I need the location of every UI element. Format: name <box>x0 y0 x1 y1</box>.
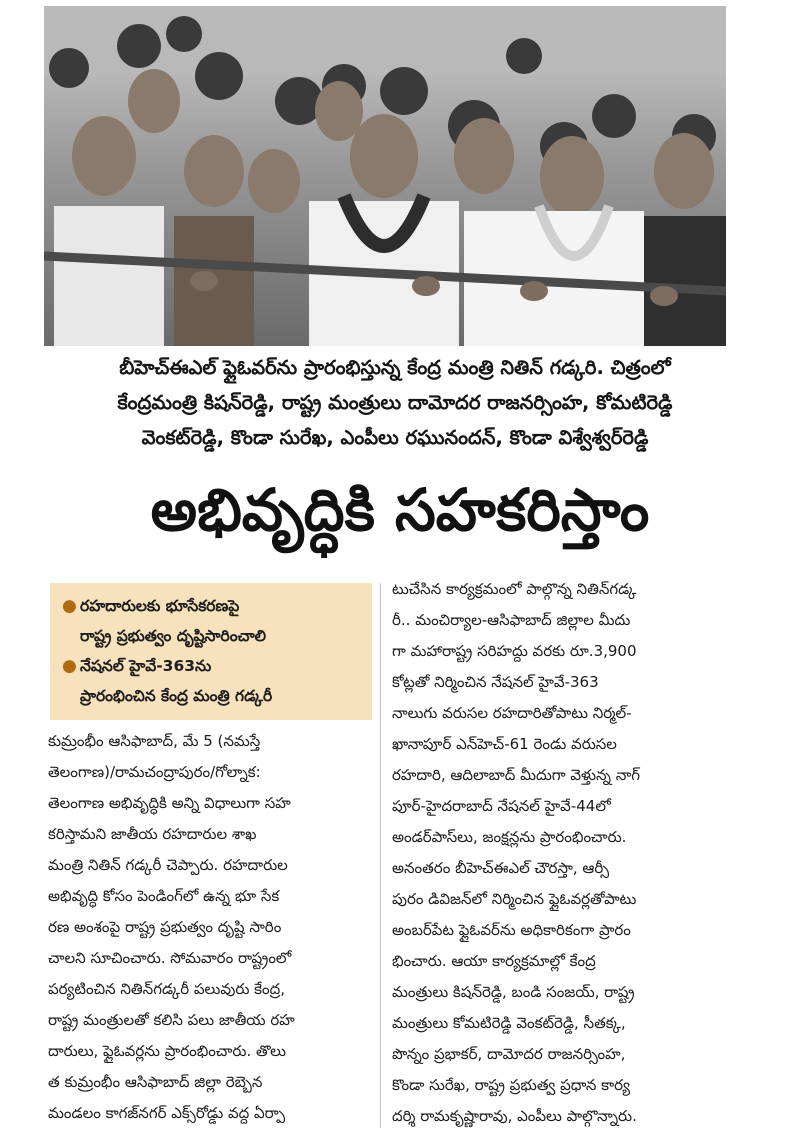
article-line: కుమ్రంభీం ఆసిఫాబాద్, మే 5 (నమస్తే <box>48 732 261 750</box>
bullet-icon: ● <box>62 596 77 616</box>
highlight-item <box>62 591 362 651</box>
article-line: టుచేసిన కార్యక్రమంలో పాల్గొన్న నితిన్‌గడ్క <box>392 580 637 598</box>
highlight-line: రాష్ట్ర ప్రభుత్వం దృష్టిసారించాలి <box>80 627 267 645</box>
article-line: తెలంగాణ అభివృద్ధికి అన్ని విధాలుగా సహ <box>48 794 291 812</box>
article-line: రాష్ట్ర మంత్రులతో కలిసి పలు జాతీయ రహ <box>48 1011 295 1029</box>
article-line: రీ.. మంచిర్యాల-ఆసిఫాబాద్ జిల్లాల మీదు <box>392 611 631 629</box>
highlight-line: నేషనల్ హైవే-363ను <box>80 657 212 675</box>
highlight-line: ప్రారంభించిన కేంద్ర మంత్రి గడ్కరీ <box>80 687 273 705</box>
article-line: అంబర్‌పేట ఫ్లైఓవర్‌ను అధికారికంగా ప్రారం <box>392 921 631 939</box>
article-line: నాలుగు వరుసల రహదారితోపాటు నిర్మల్- <box>392 704 632 722</box>
article-line: పర్యటించిన నితిన్‌గడ్కరీ పలువురు కేంద్ర, <box>48 980 285 998</box>
article-line: తెలంగాణ)/రామచంద్రాపురం/గోల్నాక: <box>48 763 261 781</box>
ribbon-cutting-photo-icon <box>44 6 726 346</box>
article-line: రణ అంశంపై రాష్ట్ర ప్రభుత్వం దృష్టి సారిం <box>48 918 282 936</box>
article-line: పొన్నం ప్రభాకర్, దామోదర రాజనర్సింహ, <box>392 1045 626 1063</box>
caption-line: కేంద్రమంత్రి కిషన్‌రెడ్డి, రాష్ట్ర మంత్రులు దామోదర రాజనర్సింహ, కోమటిరెడ్డి <box>117 391 673 414</box>
article-line: కొండా సురేఖ, రాష్ట్ర ప్రభుత్వ ప్రధాన కార్య <box>392 1076 630 1094</box>
highlight-item <box>62 651 362 711</box>
article-line: మండలం కాగజ్‌నగర్ ఎక్స్‌రోడ్డు వద్ద ఏర్పా <box>48 1104 286 1122</box>
caption-line: బీహెచ్‌ఈఎల్ ఫ్లైఓవర్‌ను ప్రారంభిస్తున్న కేంద్ర మంత్రి నితిన్ గడ్కరి. చిత్రంలో <box>119 356 671 379</box>
article-column-left <box>48 726 383 1129</box>
news-photo <box>44 6 726 346</box>
bullet-icon: ● <box>62 656 77 676</box>
highlight-line: రహదారులకు భూసేకరణపై <box>80 597 240 615</box>
article-line: మంత్రి నితిన్ గడ్కరీ చెప్పారు. రహదారుల <box>48 856 288 874</box>
highlights-box <box>50 583 372 720</box>
article-line: పూర్-హైదరాబాద్ నేషనల్ హైవే-44లో <box>392 797 611 815</box>
article-line: ఖానాపూర్ ఎన్‌హెచ్-61 రెండు వరుసల <box>392 735 617 753</box>
article-line: అండర్‌పాస్‌లు, జంక్షన్లను ప్రారంభించారు. <box>392 828 627 846</box>
article-line: త కుమ్రంభీం ఆసిఫాబాద్ జిల్లా రెబ్బెన <box>48 1073 263 1091</box>
article-line: కోట్లతో నిర్మించిన నేషనల్ హైవే-363 <box>392 673 599 691</box>
article-line: దర్శి రామకృష్ణారావు, ఎంపీలు పాల్గొన్నారు. <box>392 1107 637 1125</box>
article-line: దారులు, ఫ్లైఓవర్లను ప్రారంభించారు. తొలు <box>48 1042 286 1060</box>
photo-caption <box>60 350 730 455</box>
article-line: గా మహారాష్ట్ర సరిహద్దు వరకు రూ.3,900 <box>392 642 637 660</box>
article-line: అభివృద్ధి కోసం పెండింగ్‌లో ఉన్న భూ సేక <box>48 887 280 905</box>
article-column-right <box>392 574 730 1132</box>
article-line: మంత్రులు కోమటిరెడ్డి వెంకట్‌రెడ్డి, సీతక్క, <box>392 1014 626 1032</box>
article-line: పురం డివిజన్‌లో నిర్మించిన ఫ్లైఓవర్లతోపాటు <box>392 890 637 908</box>
caption-line: వెంకట్‌రెడ్డి, కొండా సురేఖ, ఎంపీలు రఘునందన్, కొండా విశ్వేశ్వర్‌రెడ్డి <box>141 426 649 449</box>
article-line: మంత్రులు కిషన్‌రెడ్డి, బండి సంజయ్, రాష్ట్ర <box>392 983 635 1001</box>
article-line: అనంతరం బీహెచ్‌ఈఎల్ చౌరస్తా, ఆర్సీ <box>392 859 610 877</box>
article-line: కరిస్తామని జాతీయ రహదారుల శాఖ <box>48 825 257 843</box>
article-line: భించారు. ఆయా కార్యక్రమాల్లో కేంద్ర <box>392 952 596 970</box>
article-line: చాలని సూచించారు. సోమవారం రాష్ట్రంలో <box>48 949 292 967</box>
article-line: రహదారి, ఆదిలాబాద్ మీదుగా వెళ్తున్న నాగ్ <box>392 766 641 784</box>
headline: అభివృద్ధికి సహకరిస్తాం <box>150 476 650 544</box>
